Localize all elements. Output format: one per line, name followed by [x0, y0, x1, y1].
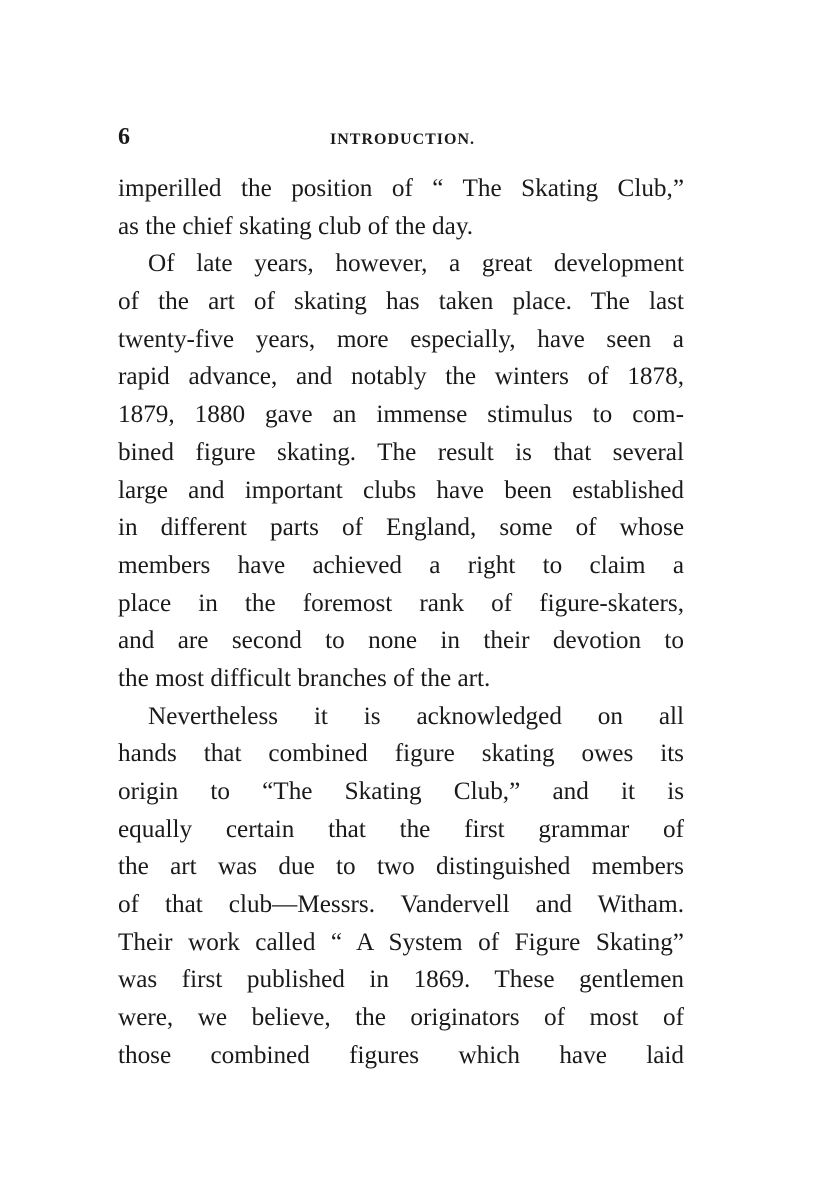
text-line: the art was due to two distinguished members	[118, 853, 684, 881]
body-text	[118, 170, 684, 1075]
text-line: place in the foremost rank of figure-skaters,	[118, 589, 684, 617]
text-line: members have achieved a right to claim a	[118, 551, 684, 579]
text-line: of that club—Messrs. Vandervell and Witham.	[118, 891, 684, 919]
page-number: 6	[118, 124, 130, 150]
text-line: in different parts of England, some of whose	[118, 514, 684, 542]
text-line: Their work called “ A System of Figure Skating”	[118, 928, 684, 956]
text-line: was first published in 1869. These gentlemen	[118, 966, 684, 994]
running-head: INTRODUCTION.	[330, 131, 476, 148]
text-line: Nevertheless it is acknowledged on all	[148, 702, 684, 730]
text-line: equally certain that the first grammar of	[118, 815, 684, 843]
text-line: Of late years, however, a great development	[148, 250, 684, 278]
text-line: imperilled the position of “ The Skating Club,”	[118, 175, 684, 202]
text-line: as the chief skating club of the day.	[118, 212, 474, 240]
text-line: those combined figures which have laid	[118, 1041, 684, 1069]
text-line: were, we believe, the originators of most of	[118, 1004, 684, 1032]
text-line: rapid advance, and notably the winters of 1878,	[118, 363, 684, 391]
text-line: twenty-five years, more especially, have seen a	[118, 325, 684, 353]
text-line: bined figure skating. The result is that several	[118, 438, 684, 466]
text-line: 1879, 1880 gave an immense stimulus to com-	[118, 401, 684, 429]
text-line: of the art of skating has taken place. The last	[118, 288, 684, 316]
text-line: hands that combined figure skating owes its	[118, 740, 684, 768]
text-line: and are second to none in their devotion to	[118, 627, 684, 655]
text-line: origin to “The Skating Club,” and it is	[118, 778, 684, 805]
page-header	[118, 120, 684, 154]
text-line: large and important clubs have been established	[118, 476, 684, 504]
text-line: the most difficult branches of the art.	[118, 664, 491, 692]
